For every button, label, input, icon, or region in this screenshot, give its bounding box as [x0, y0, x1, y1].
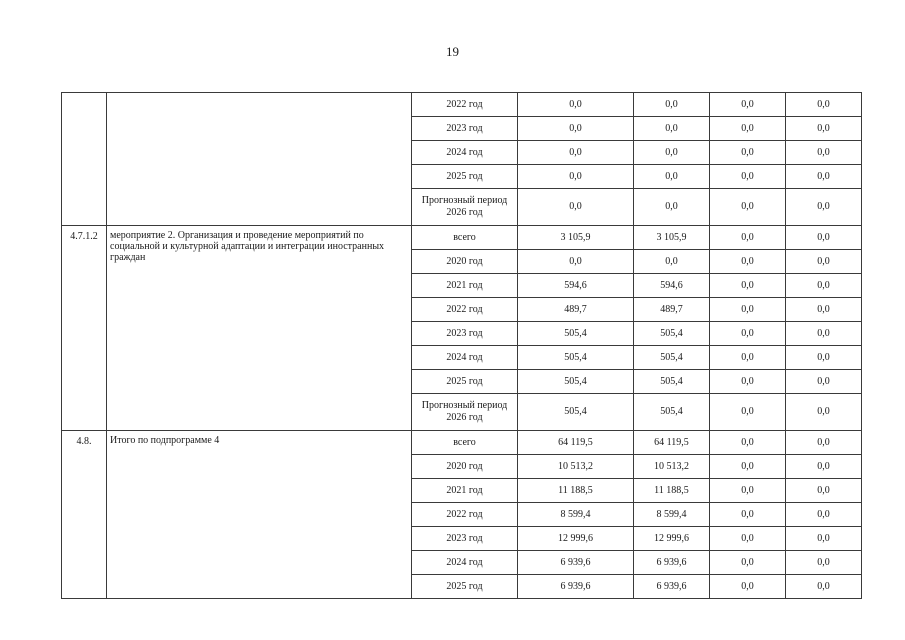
value-cell: 505,4	[634, 370, 710, 394]
value-cell: 0,0	[786, 322, 862, 346]
item-name-cell: мероприятие 2. Организация и проведение мероприятий по социальной и культурной адаптации и интеграции иностранных граждан	[107, 226, 412, 431]
value-cell: 0,0	[634, 165, 710, 189]
value-cell: 3 105,9	[634, 226, 710, 250]
period-cell: 2022 год	[412, 93, 518, 117]
period-cell: 2023 год	[412, 322, 518, 346]
value-cell: 0,0	[710, 165, 786, 189]
item-name-cell: Итого по подпрограмме 4	[107, 431, 412, 599]
period-cell: 2021 год	[412, 274, 518, 298]
value-cell: 0,0	[786, 551, 862, 575]
value-cell: 0,0	[786, 455, 862, 479]
value-cell: 0,0	[710, 93, 786, 117]
value-cell: 0,0	[634, 141, 710, 165]
value-cell: 0,0	[786, 165, 862, 189]
value-cell: 64 119,5	[518, 431, 634, 455]
value-cell: 0,0	[710, 322, 786, 346]
item-number-cell: 4.7.1.2	[62, 226, 107, 431]
value-cell: 0,0	[710, 431, 786, 455]
period-cell: 2022 год	[412, 298, 518, 322]
period-cell: 2024 год	[412, 141, 518, 165]
value-cell: 0,0	[518, 141, 634, 165]
value-cell: 12 999,6	[518, 527, 634, 551]
value-cell: 0,0	[710, 575, 786, 599]
value-cell: 0,0	[710, 117, 786, 141]
value-cell: 505,4	[518, 322, 634, 346]
value-cell: 0,0	[786, 575, 862, 599]
value-cell: 489,7	[518, 298, 634, 322]
period-cell: 2023 год	[412, 527, 518, 551]
value-cell: 64 119,5	[634, 431, 710, 455]
value-cell: 594,6	[634, 274, 710, 298]
period-cell: 2021 год	[412, 479, 518, 503]
value-cell: 0,0	[786, 503, 862, 527]
value-cell: 12 999,6	[634, 527, 710, 551]
period-cell: 2025 год	[412, 165, 518, 189]
budget-table	[61, 92, 862, 599]
value-cell: 6 939,6	[634, 551, 710, 575]
period-cell: Прогнозный период 2026 год	[412, 394, 518, 431]
value-cell: 0,0	[786, 394, 862, 431]
table-row	[62, 93, 862, 117]
value-cell: 505,4	[518, 394, 634, 431]
value-cell: 505,4	[634, 394, 710, 431]
value-cell: 0,0	[710, 298, 786, 322]
item-number-cell	[62, 93, 107, 226]
value-cell: 0,0	[518, 165, 634, 189]
value-cell: 11 188,5	[634, 479, 710, 503]
value-cell: 0,0	[710, 394, 786, 431]
value-cell: 0,0	[710, 370, 786, 394]
value-cell: 11 188,5	[518, 479, 634, 503]
period-cell: 2022 год	[412, 503, 518, 527]
value-cell: 0,0	[710, 527, 786, 551]
value-cell: 505,4	[634, 322, 710, 346]
value-cell: 0,0	[518, 189, 634, 226]
value-cell: 0,0	[710, 250, 786, 274]
value-cell: 0,0	[518, 93, 634, 117]
value-cell: 8 599,4	[518, 503, 634, 527]
value-cell: 0,0	[786, 274, 862, 298]
value-cell: 6 939,6	[518, 575, 634, 599]
period-cell: 2020 год	[412, 250, 518, 274]
value-cell: 489,7	[634, 298, 710, 322]
value-cell: 6 939,6	[518, 551, 634, 575]
item-number-cell: 4.8.	[62, 431, 107, 599]
value-cell: 0,0	[786, 431, 862, 455]
value-cell: 0,0	[710, 479, 786, 503]
value-cell: 0,0	[786, 479, 862, 503]
value-cell: 0,0	[786, 93, 862, 117]
value-cell: 0,0	[710, 141, 786, 165]
value-cell: 3 105,9	[518, 226, 634, 250]
value-cell: 0,0	[710, 189, 786, 226]
period-cell: всего	[412, 431, 518, 455]
value-cell: 6 939,6	[634, 575, 710, 599]
value-cell: 0,0	[710, 226, 786, 250]
period-cell: 2020 год	[412, 455, 518, 479]
value-cell: 8 599,4	[634, 503, 710, 527]
period-cell: 2024 год	[412, 551, 518, 575]
value-cell: 505,4	[518, 346, 634, 370]
value-cell: 0,0	[786, 226, 862, 250]
value-cell: 505,4	[634, 346, 710, 370]
value-cell: 594,6	[518, 274, 634, 298]
value-cell: 0,0	[786, 117, 862, 141]
value-cell: 0,0	[634, 250, 710, 274]
table-row	[62, 431, 862, 455]
value-cell: 0,0	[634, 189, 710, 226]
value-cell: 0,0	[786, 298, 862, 322]
period-cell: 2025 год	[412, 575, 518, 599]
value-cell: 0,0	[786, 141, 862, 165]
value-cell: 0,0	[786, 189, 862, 226]
period-cell: 2024 год	[412, 346, 518, 370]
value-cell: 0,0	[786, 370, 862, 394]
value-cell: 0,0	[634, 117, 710, 141]
value-cell: 0,0	[518, 117, 634, 141]
value-cell: 10 513,2	[518, 455, 634, 479]
table-row	[62, 226, 862, 250]
value-cell: 10 513,2	[634, 455, 710, 479]
value-cell: 0,0	[710, 551, 786, 575]
value-cell: 0,0	[786, 527, 862, 551]
period-cell: 2025 год	[412, 370, 518, 394]
period-cell: 2023 год	[412, 117, 518, 141]
value-cell: 0,0	[786, 346, 862, 370]
period-cell: всего	[412, 226, 518, 250]
item-name-cell	[107, 93, 412, 226]
value-cell: 0,0	[710, 274, 786, 298]
value-cell: 0,0	[710, 455, 786, 479]
page-number: 19	[446, 44, 459, 59]
value-cell: 505,4	[518, 370, 634, 394]
value-cell: 0,0	[786, 250, 862, 274]
value-cell: 0,0	[518, 250, 634, 274]
value-cell: 0,0	[634, 93, 710, 117]
value-cell: 0,0	[710, 503, 786, 527]
period-cell: Прогнозный период 2026 год	[412, 189, 518, 226]
value-cell: 0,0	[710, 346, 786, 370]
